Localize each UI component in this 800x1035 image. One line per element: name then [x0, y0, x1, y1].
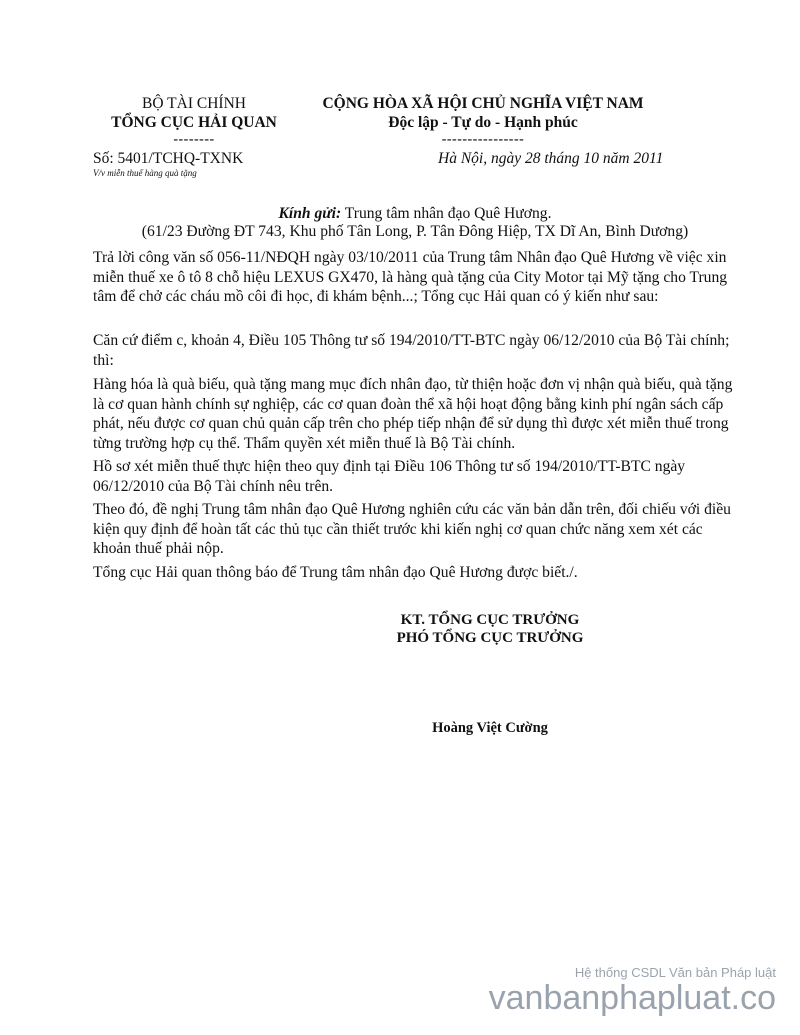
- body-paragraph-2: Căn cứ điểm c, khoản 4, Điều 105 Thông tư số 194/2010/TT-BTC ngày 06/12/2010 của Bộ Tài chính; thì:: [93, 332, 730, 369]
- org-divider: --------: [173, 132, 215, 147]
- place-date: Hà Nội, ngày 28 tháng 10 năm 2011: [438, 150, 664, 167]
- recipient-address: (61/23 Đường ĐT 743, Khu phố Tân Long, P. Tân Đông Hiệp, TX Dĩ An, Bình Dương): [141, 223, 689, 240]
- national-motto: Độc lập - Tự do - Hạnh phúc: [388, 114, 578, 131]
- recipient-line: [80, 204, 750, 224]
- motto-divider: ----------------: [441, 132, 525, 147]
- watermark-line-2[interactable]: vanbanphapluat.co: [488, 979, 776, 1017]
- doc-subject: V/v miễn thuế hàng quà tặng: [93, 168, 197, 178]
- country-name: CỘNG HÒA XÃ HỘI CHỦ NGHĨA VIỆT NAM: [322, 95, 644, 112]
- signer-name: Hoàng Việt Cường: [432, 720, 548, 736]
- recipient-label: Kính gửi:: [278, 205, 342, 222]
- body-paragraph-4: Hồ sơ xét miễn thuế thực hiện theo quy định tại Điều 106 Thông tư số 194/2010/TT-BTC ngày 06/12/2010 của Bộ Tài chính nêu trên.: [93, 458, 686, 495]
- signature-title-1: KT. TỔNG CỤC TRƯỞNG: [400, 612, 580, 628]
- org-name: TỔNG CỤC HẢI QUAN: [111, 114, 277, 131]
- body-paragraph-5: Theo đó, đề nghị Trung tâm nhân đạo Quê Hương nghiên cứu các văn bản dẫn trên, đối chiếu với điều kiện quy định để hoàn tất các thủ tục cần thiết trước khi kiến nghị cơ quan chức năng xem xét các khoản thuế phải nộp.: [93, 501, 731, 557]
- org-parent: BỘ TÀI CHÍNH: [142, 95, 246, 112]
- doc-number: Số: 5401/TCHQ-TXNK: [93, 150, 244, 167]
- body-paragraph-6: Tổng cục Hải quan thông báo để Trung tâm nhân đạo Quê Hương được biết./.: [93, 564, 578, 581]
- body-paragraph-1: Trả lời công văn số 056-11/NĐQH ngày 03/10/2011 của Trung tâm Nhân đạo Quê Hương về việc xin miễn thuế xe ô tô 8 chỗ hiệu LEXUS GX470, là hàng quà tặng của City Motor tại Mỹ tặng cho Trung tâm để chở các cháu mồ côi đi học, đi khám bệnh...; Tổng cục Hải quan có ý kiến như sau:: [93, 249, 728, 305]
- watermark-line-1: Hệ thống CSDL Văn bản Pháp luật: [574, 965, 776, 980]
- body-paragraph-3: Hàng hóa là quà biếu, quà tặng mang mục đích nhân đạo, từ thiện hoặc đơn vị nhận quà biếu, quà tặng là cơ quan hành chính sự nghiệp, các cơ quan đoàn thể xã hội hoạt động bằng kinh phí ngân sách cấp phát, nếu được cơ quan chủ quản cấp trên cho phép tiếp nhận để sử dụng thì được xét miễn thuế trong từng trường hợp cụ thể. Thẩm quyền xét miễn thuế là Bộ Tài chính.: [93, 376, 733, 452]
- recipient-name: Trung tâm nhân đạo Quê Hương.: [341, 205, 552, 222]
- signature-title-2: PHÓ TỔNG CỤC TRƯỞNG: [396, 630, 584, 646]
